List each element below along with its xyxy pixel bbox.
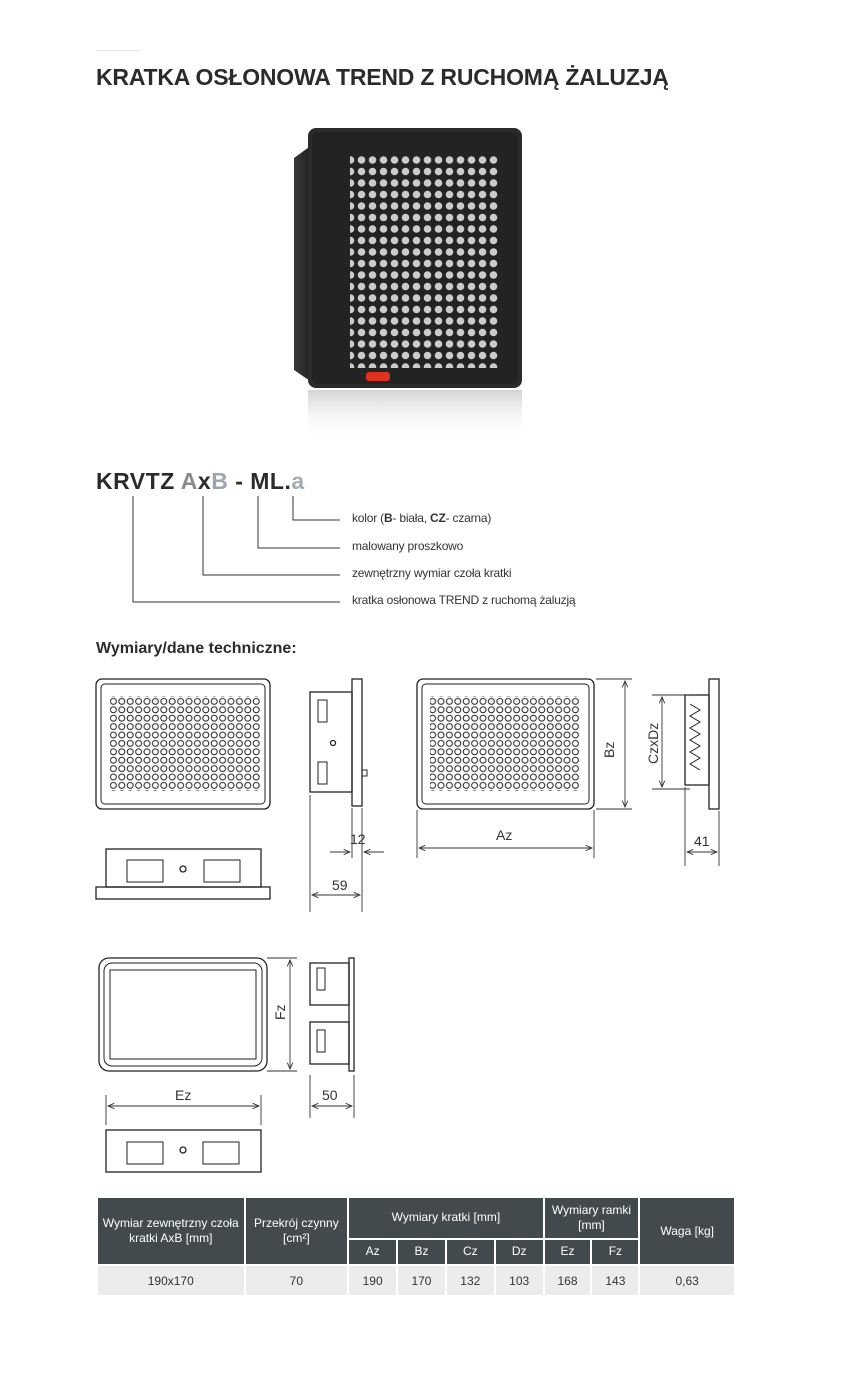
dim-12: 12 [350,831,366,847]
dim-41: 41 [694,833,710,849]
cell-az: 190 [348,1265,397,1296]
cell-bz: 170 [397,1265,446,1296]
spec-table [96,1196,736,1297]
cell-waga: 0,63 [639,1265,735,1296]
th-fz: Fz [591,1239,639,1265]
cell-dz: 103 [495,1265,544,1296]
cell-przekroj: 70 [245,1265,349,1296]
th-wymiar: Wymiar zewnętrzny czoła kratki AxB [mm] [97,1197,245,1265]
front-view-grille [96,679,270,809]
th-waga: Waga [kg] [639,1197,735,1265]
legend-wymiar: zewnętrzny wymiar czoła kratki [352,566,512,580]
frame-front-view [99,958,267,1071]
legend-kratka: kratka osłonowa TREND z ruchomą żaluzją [352,593,576,607]
cell-wymiar: 190x170 [97,1265,245,1296]
front-view-grille-2 [417,679,594,809]
side-view-grille-2 [685,679,719,809]
frame-side-view [310,958,354,1071]
dim-ez: Ez [175,1087,192,1103]
th-kratki: Wymiary kratki [mm] [348,1197,543,1239]
dim-50: 50 [322,1087,338,1103]
dim-fz: Fz [272,1004,288,1020]
th-bz: Bz [397,1239,446,1265]
th-przekroj: Przekrój czynny [cm²] [245,1197,349,1265]
product-code: KRVTZ AxB - ML.a [96,468,305,494]
legend-malowany: malowany proszkowo [352,539,464,553]
cell-fz: 143 [591,1265,639,1296]
cell-cz: 132 [446,1265,495,1296]
table-row [97,1265,735,1296]
th-ramki: Wymiary ramki [mm] [544,1197,640,1239]
side-view-grille [310,679,367,806]
th-dz: Dz [495,1239,544,1265]
frame-bottom-view [106,1130,261,1172]
dim-az: Az [496,827,513,843]
section-title: Wymiary/dane techniczne: [96,640,297,657]
cell-ez: 168 [544,1265,592,1296]
legend-kolor: kolor (B- biała, CZ- czarna) [352,511,492,525]
th-cz: Cz [446,1239,495,1265]
page-title: KRATKA OSŁONOWA TREND Z RUCHOMĄ ŻALUZJĄ [96,64,669,90]
dim-bz: Bz [601,741,617,758]
bottom-view-grille [96,849,270,899]
th-az: Az [348,1239,397,1265]
th-ez: Ez [544,1239,592,1265]
dim-59: 59 [332,877,348,893]
dim-czdz: CzxDz [645,722,661,764]
